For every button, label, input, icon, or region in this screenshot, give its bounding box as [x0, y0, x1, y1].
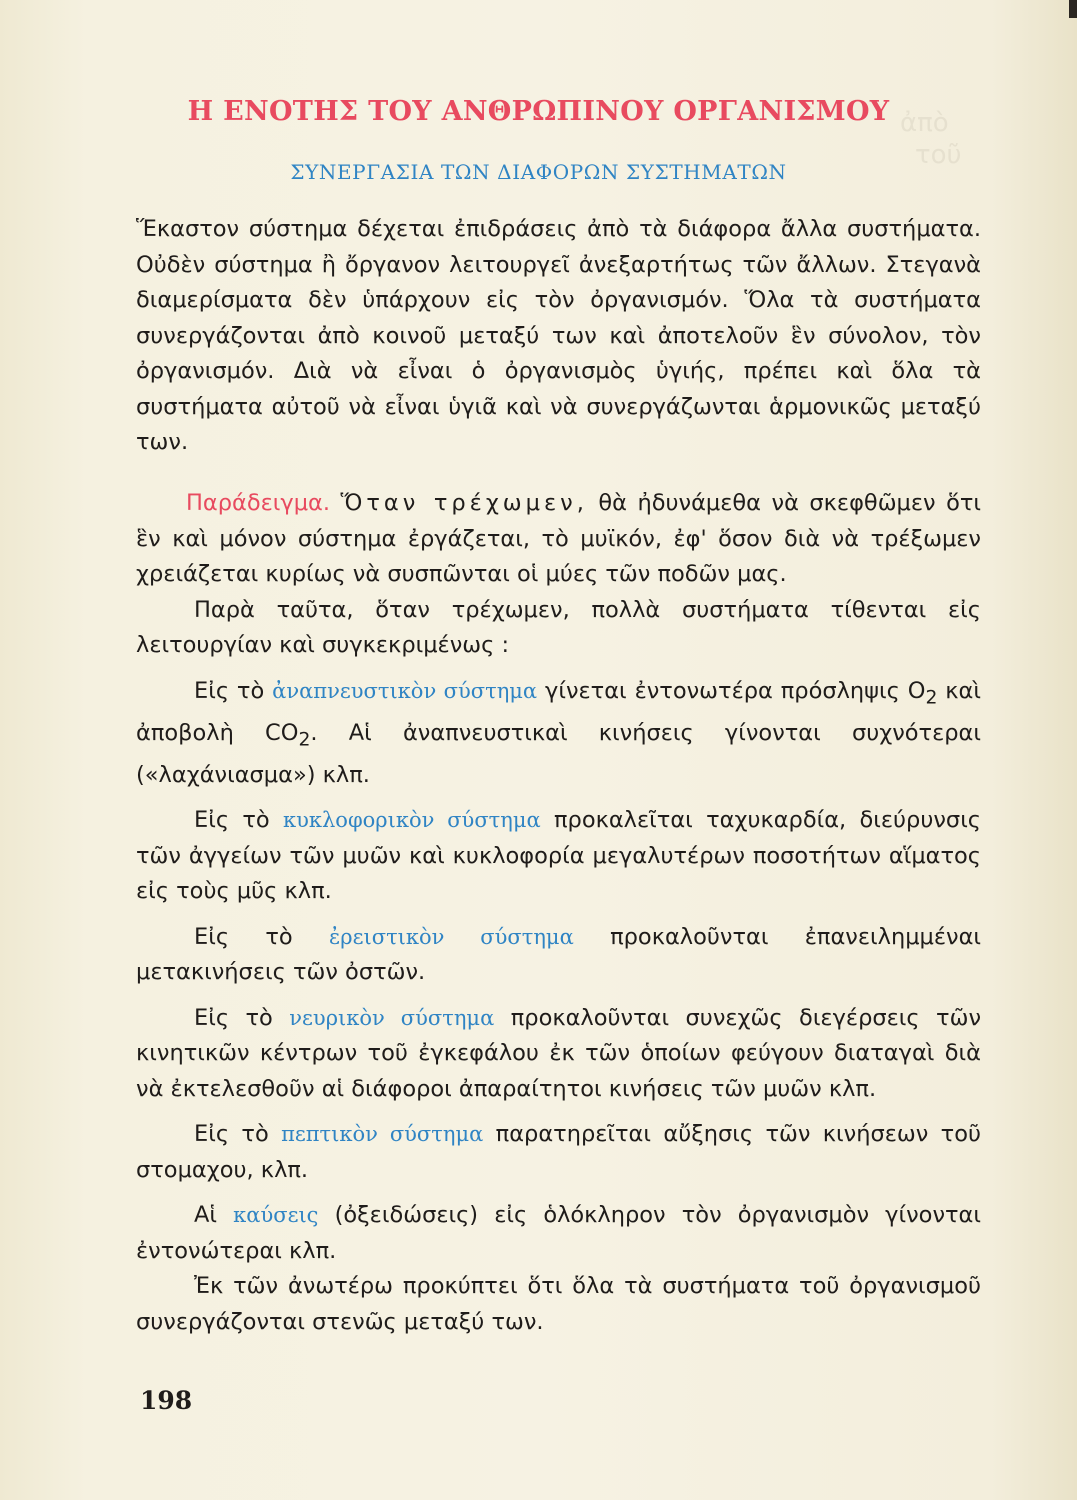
- digestive-text: παρατηρεῖται αὔξησις τῶν κινήσεων τοῦ στομαχου, κλπ.: [136, 1121, 981, 1183]
- bleed-through-text: ἀπὸ: [900, 108, 949, 138]
- bleed-through-text: τοῦ: [915, 140, 962, 170]
- co2-subscript: 2: [298, 729, 311, 750]
- respiratory-text-2: καὶ ἀποβολὴ CO: [136, 677, 982, 746]
- combustion-term: καύσεις: [233, 1203, 319, 1227]
- circulatory-term: κυκλοφορικὸν σύστημα: [282, 808, 541, 832]
- section-subtitle: ΣΥΝΕΡΓΑΣΙΑ ΤΩΝ ΔΙΑΦΟΡΩΝ ΣΥΣΤΗΜΑΤΩΝ: [290, 160, 787, 184]
- nervous-paragraph: [136, 1001, 981, 1108]
- circulatory-text: προκαλεῖται ταχυκαρδία, διεύρυνσις τῶν ἀγγείων τῶν μυῶν καὶ κυκλοφορία μεγαλυτέρων ποσοτήτων αἵματος εἰς τοὺς μῦς κλπ.: [136, 807, 982, 904]
- respiratory-text-3: . Αἱ ἀναπνευστικαὶ κινήσεις γίνονται συχνότεραι («λαχάνιασμα») κλπ.: [136, 719, 981, 788]
- circulatory-prefix: Εἰς τὸ: [194, 807, 270, 833]
- nervous-text: προκαλοῦνται συνεχῶς διεγέρσεις τῶν κινητικῶν κέντρων τοῦ ἐγκεφάλου ἐκ τῶν ὁποίων φεύγουν διαταγαὶ διὰ νὰ ἐκτελεσθοῦν αἱ διάφοροι ἀπαραίτητοι κινήσεις τῶν μυῶν κλπ.: [136, 1004, 982, 1102]
- respiratory-text-1: γίνεται ἐντονωτέρα πρόσληψις O: [545, 677, 926, 704]
- skeletal-prefix: Εἰς τὸ: [194, 923, 293, 950]
- example-text: θὰ ἠδυνάμεθα νὰ σκεφθῶμεν ὅτι ἓν καὶ μόνον σύστημα ἐργάζεται, τὸ μυϊκόν, ἐφ' ὅσον διὰ νὰ τρέξωμεν χρειάζεται κυρίως νὰ συσπῶνται οἱ μύες τῶν ποδῶν μας.: [136, 490, 982, 587]
- digestive-paragraph: [136, 1117, 981, 1188]
- example-spaced-phrase: Ὅταν τρέχωμεν,: [340, 490, 588, 516]
- conclusion-paragraph: Ἐκ τῶν ἀνωτέρω προκύπτει ὅτι ὅλα τὰ συστήματα τοῦ ὀργανισμοῦ συνεργάζονται στενῶς μεταξύ των.: [136, 1273, 981, 1335]
- nervous-term: νευρικὸν σύστημα: [289, 1005, 495, 1030]
- chapter-title: Η ΕΝΟΤΗΣ ΤΟΥ ΑΝΘΡΩΠΙΝΟΥ ΟΡΓΑΝΙΣΜΟΥ: [187, 96, 890, 127]
- example-paragraph: [136, 486, 981, 593]
- respiratory-term: ἀναπνευστικὸν σύστημα: [272, 678, 538, 703]
- digestive-term: πεπτικὸν σύστημα: [281, 1122, 484, 1146]
- respiratory-paragraph: [136, 674, 981, 794]
- page-number: 198: [140, 1386, 193, 1415]
- skeletal-paragraph: [136, 920, 981, 991]
- example-label: Παράδειγμα.: [186, 490, 331, 516]
- skeletal-term: ἐρειστικὸν σύστημα: [329, 924, 574, 949]
- combustion-paragraph: [136, 1198, 981, 1269]
- nervous-prefix: Εἰς τὸ: [194, 1004, 273, 1031]
- combustion-prefix: Αἱ: [194, 1202, 218, 1228]
- skeletal-text: προκαλοῦνται ἐπανειλημμέναι μετακινήσεις τῶν ὀστῶν.: [136, 923, 982, 985]
- body-text-top: [136, 212, 981, 461]
- combustion-text: (ὀξειδώσεις) εἰς ὁλόκληρον τὸν ὀργανισμὸν γίνονται ἐντονώτεραι κλπ.: [136, 1202, 982, 1264]
- circulatory-paragraph: [136, 803, 981, 910]
- respiratory-prefix: Εἰς τὸ: [194, 677, 265, 704]
- intro-paragraph: Ἕκαστον σύστημα δέχεται ἐπιδράσεις ἀπὸ τὰ διάφορα ἄλλα συστήματα. Οὐδὲν σύστημα ἢ ὄργανον λειτουργεῖ ἀνεξαρτήτως τῶν ἄλλων. Στεγανὰ διαμερίσματα δὲν ὑπάρχουν εἰς τὸν ὀργανισμόν. Ὅλα τὰ συστήματα συνεργάζονται ἀπὸ κοινοῦ μεταξύ των καὶ ἀποτελοῦν ἓν σύνολον, τὸν ὀργανισμόν. Διὰ νὰ εἶναι ὁ ὀργανισμὸς ὑγιής, πρέπει καὶ ὅλα τὰ συστήματα αὐτοῦ νὰ εἶναι ὑγιᾶ καὶ νὰ συνεργάζωνται ἁρμονικῶς μεταξύ των.: [136, 216, 981, 455]
- page-edge-mark: [1069, 0, 1077, 18]
- however-paragraph: Παρὰ ταῦτα, ὅταν τρέχωμεν, πολλὰ συστήματα τίθενται εἰς λειτουργίαν καὶ συγκεκριμένως :: [136, 596, 981, 658]
- digestive-prefix: Εἰς τὸ: [194, 1121, 269, 1147]
- body-text-main: [136, 486, 981, 1340]
- o2-subscript: 2: [925, 687, 938, 708]
